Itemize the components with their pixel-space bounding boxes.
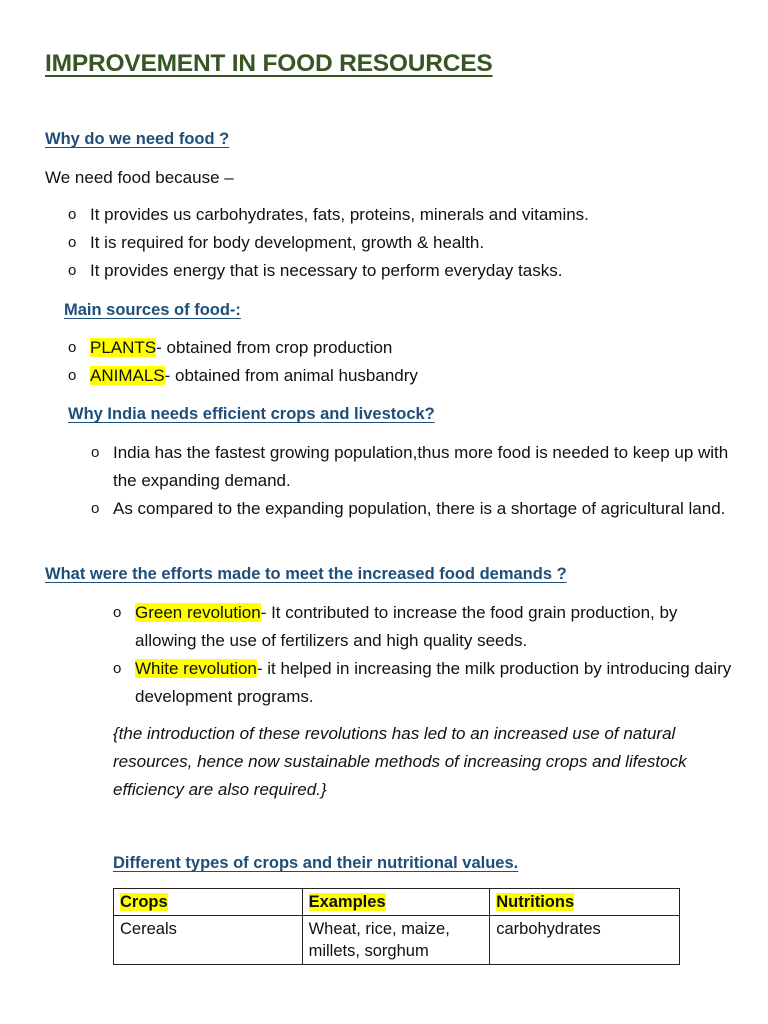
table-header-row <box>114 889 680 916</box>
document-title: IMPROVEMENT IN FOOD RESOURCES <box>45 50 493 77</box>
list-item: o PLANTS- obtained from crop production <box>68 334 748 362</box>
list-item: o It provides us carbohydrates, fats, proteins, minerals and vitamins. <box>68 201 748 229</box>
india-list <box>91 439 731 523</box>
list-item: o Green revolution- It contributed to increase the food grain production, by allowing the use of fertilizers and high quality seeds. <box>113 599 733 655</box>
bullet-icon: o <box>68 339 77 356</box>
list-item: o It provides energy that is necessary to perform everyday tasks. <box>68 257 748 285</box>
column-header-examples: Examples <box>302 889 490 916</box>
crops-table <box>113 888 680 965</box>
intro-text: We need food because – <box>45 168 234 187</box>
column-header-crops: Crops <box>114 889 303 916</box>
table-cell: Wheat, rice, maize, millets, sorghum <box>302 916 490 965</box>
heading-why-need-food: Why do we need food ? <box>45 130 230 148</box>
bullet-icon: o <box>68 367 77 384</box>
heading-main-sources: Main sources of food-: <box>64 301 241 319</box>
table-cell: Cereals <box>114 916 303 965</box>
table-cell: carbohydrates <box>490 916 680 965</box>
list-item: o White revolution- it helped in increasing the milk production by introducing dairy development programs. <box>113 655 733 711</box>
list-item: o ANIMALS- obtained from animal husbandry <box>68 362 748 390</box>
column-header-nutritions: Nutritions <box>490 889 680 916</box>
sources-list <box>68 334 748 390</box>
bullet-icon: o <box>91 500 100 517</box>
bullet-icon: o <box>68 234 77 251</box>
bullet-icon: o <box>113 604 122 621</box>
revolution-note: {the introduction of these revolutions has led to an increased use of natural resources, hence now sustainable methods of increasing crops and lifestock efficiency are also required.} <box>113 724 687 799</box>
efforts-list <box>113 599 733 711</box>
bullet-icon: o <box>68 206 77 223</box>
list-item: o India has the fastest growing population,thus more food is needed to keep up with the expanding demand. <box>91 439 731 495</box>
bullet-icon: o <box>113 660 122 677</box>
heading-crop-types: Different types of crops and their nutritional values. <box>113 854 519 872</box>
bullet-icon: o <box>68 262 77 279</box>
heading-efforts: What were the efforts made to meet the increased food demands ? <box>45 565 567 583</box>
table-row <box>114 916 680 965</box>
list-item: o As compared to the expanding population, there is a shortage of agricultural land. <box>91 495 731 523</box>
list-item: o It is required for body development, growth & health. <box>68 229 748 257</box>
bullet-icon: o <box>91 444 100 461</box>
heading-why-india: Why India needs efficient crops and livestock? <box>68 405 435 423</box>
reasons-list <box>68 201 748 285</box>
